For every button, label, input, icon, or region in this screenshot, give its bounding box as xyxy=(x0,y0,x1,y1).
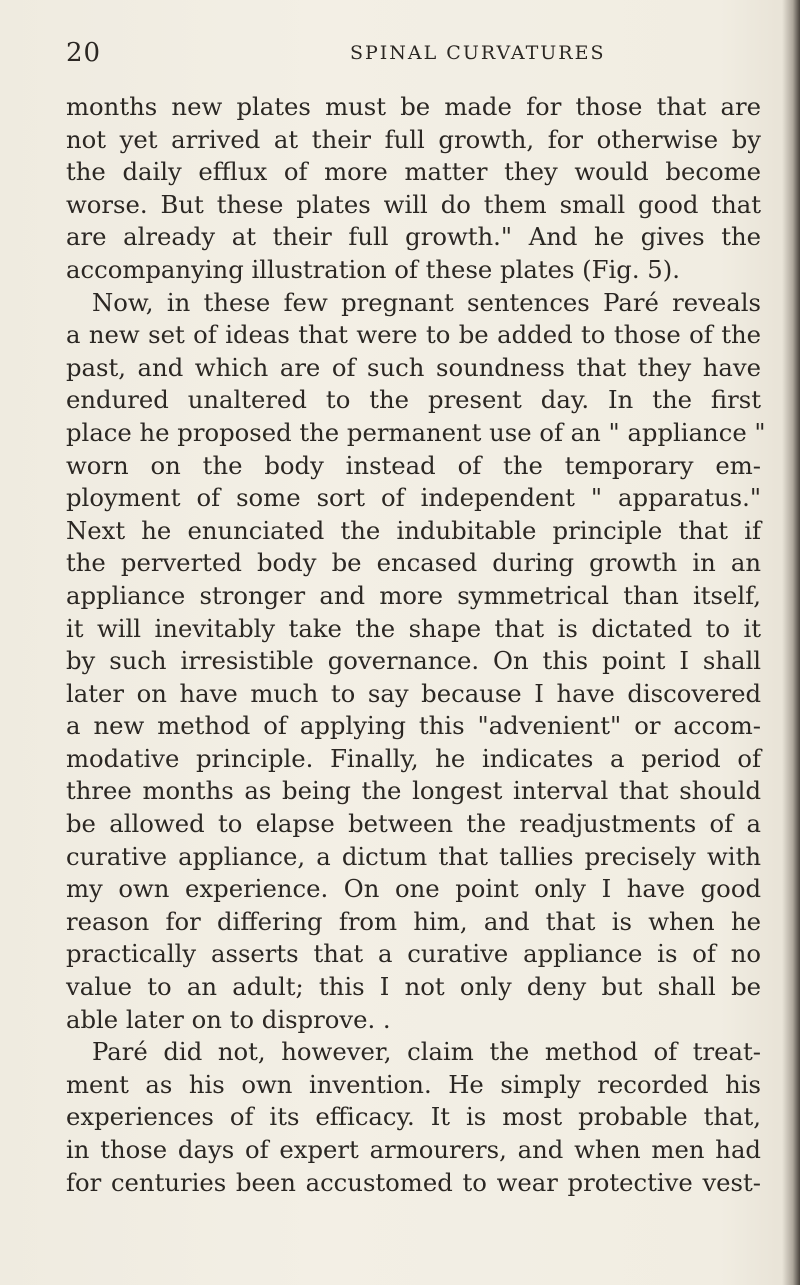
text-line: months new plates must be made for those that are xyxy=(66,92,761,121)
text-line: it will inevitably take the shape that is dictated to it xyxy=(66,613,761,643)
text-line: able later on to disprove. . xyxy=(66,1004,391,1034)
text-line: Next he enunciated the indubitable principle that if xyxy=(66,515,761,545)
text-line: practically asserts that a curative appliance is of no xyxy=(66,939,761,969)
text-line: a new method of applying this "advenient" or accom- xyxy=(66,711,761,741)
text-line: not yet arrived at their full growth, for otherwise by xyxy=(66,124,761,154)
text-line: are already at their full growth." And he gives the xyxy=(66,222,761,252)
text-line: past, and which are of such soundness that they have xyxy=(66,352,761,382)
text-line: in those days of expert armourers, and when men had xyxy=(66,1135,761,1164)
page-number: 20 xyxy=(66,38,102,68)
text-line: the daily efflux of more matter they would become xyxy=(66,157,761,187)
text-line: accompanying illustration of these plates (Fig. 5). xyxy=(66,254,680,284)
text-line: endured unaltered to the present day. In the first xyxy=(66,385,761,415)
text-line: ment as his own invention. He simply recorded his xyxy=(66,1069,761,1099)
text-line: value to an adult; this I not only deny but shall be xyxy=(66,972,761,1002)
text-line: modative principle. Finally, he indicates a period of xyxy=(66,743,761,773)
text-line: my own experience. On one point only I have good xyxy=(66,874,761,904)
text-line: place he proposed the permanent use of an " appliance " xyxy=(66,417,766,447)
text-line: be allowed to elapse between the readjustments of a xyxy=(66,809,761,839)
page-header xyxy=(66,38,756,68)
text-line: worn on the body instead of the temporary em- xyxy=(66,450,761,480)
text-line: Paré did not, however, claim the method of treat- xyxy=(92,1037,761,1067)
text-line: experiences of its efficacy. It is most probable that, xyxy=(66,1102,761,1132)
page-edge-shadow xyxy=(782,0,800,1285)
text-line: the perverted body be encased during growth in an xyxy=(66,548,761,578)
text-line: three months as being the longest interval that should xyxy=(66,776,761,806)
text-line: reason for differing from him, and that is when he xyxy=(66,906,761,936)
text-line: later on have much to say because I have discovered xyxy=(66,678,761,708)
text-line: curative appliance, a dictum that tallies precisely with xyxy=(66,841,761,871)
body-text xyxy=(66,91,766,1199)
text-line: a new set of ideas that were to be added to those of the xyxy=(66,320,761,350)
text-line: ployment of some sort of independent " apparatus." xyxy=(66,483,761,513)
text-line: for centuries been accustomed to wear protective vest- xyxy=(66,1167,761,1197)
text-line: Now, in these few pregnant sentences Paré reveals xyxy=(92,287,761,317)
text-line: by such irresistible governance. On this point I shall xyxy=(66,646,761,676)
text-line: worse. But these plates will do them small good that xyxy=(66,189,761,219)
running-head: SPINAL CURVATURES xyxy=(350,42,606,64)
text-line: appliance stronger and more symmetrical than itself, xyxy=(66,580,761,610)
